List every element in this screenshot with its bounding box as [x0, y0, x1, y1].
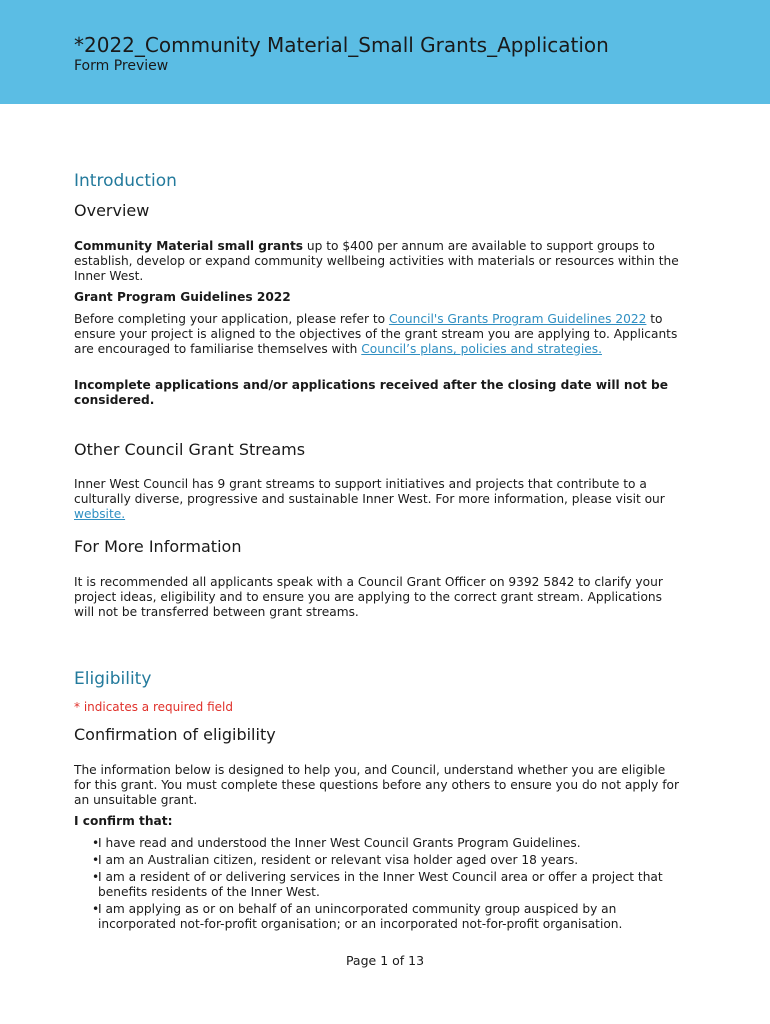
- list-item: [74, 902, 684, 932]
- other-streams-text: Inner West Council has 9 grant streams to support initiatives and projects that contribute to a culturally diverse, progressive and sustainable Inner West. For more information, please visit our: [74, 477, 665, 506]
- form-subtitle: Form Preview: [74, 58, 169, 74]
- eligibility-title: Eligibility: [74, 669, 152, 689]
- bullet-icon: •: [92, 902, 100, 916]
- list-item-text: I am an Australian citizen, resident or relevant visa holder aged over 18 years.: [98, 853, 579, 867]
- other-streams-heading: Other Council Grant Streams: [74, 440, 306, 459]
- list-item-text: I have read and understood the Inner West Council Grants Program Guidelines.: [98, 836, 581, 850]
- other-streams-paragraph: [74, 477, 684, 522]
- confirm-label: I confirm that:: [74, 814, 173, 828]
- confirmation-paragraph: The information below is designed to help you, and Council, understand whether you are eligible for this grant. You must complete these questions before any others to ensure you do not apply for an unsuitable grant.: [74, 763, 680, 807]
- more-info-paragraph: It is recommended all applicants speak with a Council Grant Officer on 9392 5842 to clarify your project ideas, eligibility and to ensure you are applying to the correct grant stream. Applications will not be transferred between grant streams.: [74, 575, 663, 619]
- list-item-text: I am applying as or on behalf of an unincorporated community group auspiced by an incorporated not-for-profit organisation; or an incorporated not-for-profit organisation.: [98, 902, 623, 931]
- required-field-note: * indicates a required field: [74, 700, 233, 714]
- guidelines-text-1: Before completing your application, please refer to: [74, 312, 389, 326]
- bullet-icon: •: [92, 836, 100, 850]
- list-item: [74, 870, 684, 900]
- confirmation-list: [74, 836, 684, 934]
- guidelines-paragraph: [74, 312, 684, 357]
- guidelines-link[interactable]: Council's Grants Program Guidelines 2022: [388, 312, 647, 326]
- plans-policies-link[interactable]: Council’s plans, policies and strategies.: [361, 342, 602, 356]
- page-number: Page 1 of 13: [345, 953, 425, 968]
- list-item: [74, 836, 684, 851]
- confirmation-heading: Confirmation of eligibility: [74, 725, 276, 744]
- bullet-icon: •: [92, 853, 100, 867]
- overview-paragraph: [74, 239, 684, 284]
- introduction-title: Introduction: [74, 171, 177, 191]
- overview-heading: Overview: [74, 201, 150, 220]
- overview-text: up to $400 per annum are available to support groups to establish, develop or expand community wellbeing activities with materials or resources within the Inner West.: [74, 239, 679, 283]
- guidelines-text-2: to ensure your project is aligned to the objectives of the grant stream you are applying to. Applicants are encouraged to familiarise themselves with: [74, 312, 678, 356]
- list-item: [74, 853, 684, 868]
- website-link[interactable]: website.: [74, 507, 126, 521]
- form-title: *2022_Community Material_Small Grants_Application: [74, 33, 609, 57]
- incomplete-notice: Incomplete applications and/or applications received after the closing date will not be considered.: [74, 378, 669, 407]
- guidelines-heading: Grant Program Guidelines 2022: [74, 290, 291, 304]
- bullet-icon: •: [92, 870, 100, 884]
- more-info-heading: For More Information: [74, 537, 242, 556]
- overview-bold: Community Material small grants: [74, 239, 304, 253]
- list-item-text: I am a resident of or delivering services in the Inner West Council area or offer a project that benefits residents of the Inner West.: [98, 870, 663, 899]
- header-banner: [0, 0, 770, 104]
